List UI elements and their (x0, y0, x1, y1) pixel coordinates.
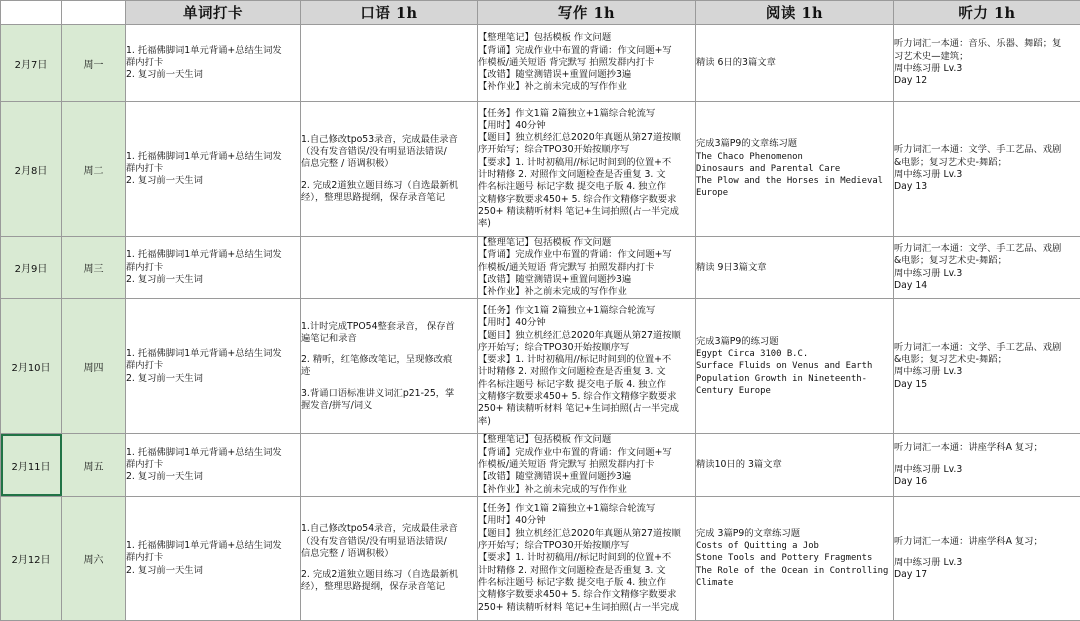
cell-text-line: 2. 完成2道独立题目练习（自选最新机 (301, 180, 477, 192)
writing-cell[interactable] (478, 434, 696, 496)
cell-text-line: 听力词汇一本通：讲座学科A 复习； (894, 442, 1080, 454)
cell-text-line (301, 171, 477, 180)
cell-text-line: 计时精修 2. 对照作文问题检查是否重复 3. 文 (478, 169, 695, 181)
cell-text-line: 1. 托福佛脚词1单元背诵+总结生词发 (126, 151, 300, 163)
cell-text-line: 【要求】1. 计时初稿用//标记时间到的位置+不 (478, 552, 695, 564)
reading-cell[interactable] (696, 434, 894, 496)
cell-text-line: 文精修字数要求450+ 5. 综合作文精修字数要求 (478, 194, 695, 206)
cell-text-line: 2. 复习前一天生词 (126, 69, 300, 81)
cell-text-line: 1. 托福佛脚词1单元背诵+总结生词发 (126, 45, 300, 57)
cell-text-line: 计时精修 2. 对照作文问题检查是否重复 3. 文 (478, 565, 695, 577)
cell-text-line: 【背诵】完成作业中布置的背诵：作文问题+写 (478, 45, 695, 57)
weekday-cell[interactable]: 周六 (62, 496, 126, 620)
cell-text-line: 1. 托福佛脚词1单元背诵+总结生词发 (126, 348, 300, 360)
table-row (1, 496, 1080, 620)
cell-text-line: 【用时】40分钟 (478, 120, 695, 132)
cell-text-line (301, 345, 477, 354)
cell-text-line: 【要求】1. 计时初稿用//标记时间到的位置+不 (478, 354, 695, 366)
cell-text-line: The Chaco Phenomenon (696, 151, 893, 163)
cell-text-line: 2. 复习前一天生词 (126, 565, 300, 577)
writing-cell[interactable] (478, 25, 696, 102)
cell-text-line: 握发音/拼写/词义 (301, 400, 477, 412)
cell-text-line: 周中练习册 Lv.3 (894, 268, 1080, 280)
date-cell[interactable]: 2月10日 (1, 299, 62, 434)
table-row (1, 434, 1080, 496)
table-row (1, 25, 1080, 102)
cell-text-line: 【改错】随堂测错误+重置问题抄3遍 (478, 69, 695, 81)
weekday-cell[interactable]: 周四 (62, 299, 126, 434)
cell-text-line: &电影；复习艺术史-舞蹈； (894, 157, 1080, 169)
cell-text-line: 【背诵】完成作业中布置的背诵：作文问题+写 (478, 249, 695, 261)
reading-cell[interactable] (696, 25, 894, 102)
cell-text-line (301, 379, 477, 388)
weekday-cell[interactable]: 周二 (62, 102, 126, 237)
weekday-cell[interactable]: 周五 (62, 434, 126, 496)
cell-text-line: 经），整理思路提纲，保存录音笔记 (301, 581, 477, 593)
cell-text-line: 【补作业】补之前未完成的写作作业 (478, 286, 695, 298)
cell-text-line: Day 16 (894, 476, 1080, 488)
cell-text-line: 1.自己修改tpo53录音，完成最佳录音 (301, 134, 477, 146)
writing-cell[interactable] (478, 496, 696, 620)
cell-text-line: （没有发音错误/没有明显语法错误/ (301, 536, 477, 548)
cell-text-line: 1.计时完成TPO54整套录音， 保存首 (301, 321, 477, 333)
cell-text-line: 2. 复习前一天生词 (126, 274, 300, 286)
vocab-cell[interactable] (126, 102, 301, 237)
cell-text-line: 率) (478, 218, 695, 230)
cell-text-line: 周中练习册 Lv.3 (894, 366, 1080, 378)
cell-text-line: 【用时】40分钟 (478, 317, 695, 329)
cell-text-line: 【补作业】补之前未完成的写作作业 (478, 81, 695, 93)
cell-text-line: 文精修字数要求450+ 5. 综合作文精修字数要求 (478, 391, 695, 403)
cell-text-line: 2. 完成2道独立题目练习（自选最新机 (301, 569, 477, 581)
cell-text-line: 250+ 精读精听材料 笔记+生词拍照(占一半完成 (478, 403, 695, 415)
cell-text-line: 群内打卡 (126, 262, 300, 274)
reading-cell[interactable] (696, 299, 894, 434)
vocab-cell[interactable] (126, 237, 301, 299)
reading-cell[interactable] (696, 237, 894, 299)
cell-text-line: 听力词汇一本通：讲座学科A 复习； (894, 536, 1080, 548)
vocab-cell[interactable] (126, 299, 301, 434)
cell-text-line: 群内打卡 (126, 57, 300, 69)
cell-text-line: 群内打卡 (126, 360, 300, 372)
listening-cell[interactable] (894, 25, 1080, 102)
reading-cell[interactable] (696, 496, 894, 620)
date-cell[interactable]: 2月11日 (1, 434, 62, 496)
cell-text-line: &电影；复习艺术史-舞蹈； (894, 354, 1080, 366)
cell-text-line: Surface Fluids on Venus and Earth (696, 360, 893, 372)
cell-text-line: 【整理笔记】包括模板 作文问题 (478, 434, 695, 446)
reading-cell[interactable] (696, 102, 894, 237)
cell-text-line: 【整理笔记】包括模板 作文问题 (478, 32, 695, 44)
speaking-cell[interactable] (301, 299, 478, 434)
cell-text-line: The Plow and the Horses in Medieval (696, 175, 893, 187)
cell-text-line: The Role of the Ocean in Controlling (696, 565, 893, 577)
cell-text-line: 听力词汇一本通：文学、手工艺品、戏剧 (894, 342, 1080, 354)
cell-text-line: 序开始写；综合TPO30开始按顺序写 (478, 540, 695, 552)
cell-text-line: 周中练习册 Lv.3 (894, 63, 1080, 75)
cell-text-line: 精读 9日3篇文章 (696, 262, 893, 274)
cell-text-line: Day 12 (894, 75, 1080, 87)
speaking-cell[interactable] (301, 102, 478, 237)
header-vocab[interactable]: 单词打卡 (126, 1, 301, 25)
vocab-cell[interactable] (126, 25, 301, 102)
cell-text-line: 周中练习册 Lv.3 (894, 557, 1080, 569)
cell-text-line: 【用时】40分钟 (478, 515, 695, 527)
cell-text-line: 【题目】独立机经汇总2020年真题从第27道按顺 (478, 528, 695, 540)
cell-text-line: 2. 复习前一天生词 (126, 471, 300, 483)
cell-text-line: Stone Tools and Pottery Fragments (696, 552, 893, 564)
date-cell[interactable]: 2月7日 (1, 25, 62, 102)
listening-cell[interactable] (894, 237, 1080, 299)
cell-text-line: 遍笔记和录音 (301, 333, 477, 345)
weekday-cell[interactable]: 周一 (62, 25, 126, 102)
cell-text-line: 周中练习册 Lv.3 (894, 169, 1080, 181)
cell-text-line: 件名标注题号 标记字数 提交电子版 4. 独立作 (478, 577, 695, 589)
cell-text-line: 周中练习册 Lv.3 (894, 464, 1080, 476)
writing-cell[interactable] (478, 299, 696, 434)
cell-text-line: 【任务】作文1篇 2篇独立+1篇综合轮流写 (478, 305, 695, 317)
date-cell[interactable]: 2月9日 (1, 237, 62, 299)
cell-text-line: 作模板/通关短语 背完默写 拍照发群内打卡 (478, 262, 695, 274)
table-row (1, 102, 1080, 237)
cell-text-line: Dinosaurs and Parental Care (696, 163, 893, 175)
cell-text-line: 250+ 精读精听材料 笔记+生词拍照(占一半完成 (478, 206, 695, 218)
cell-text-line: Day 14 (894, 280, 1080, 292)
listening-cell[interactable] (894, 496, 1080, 620)
speaking-cell[interactable] (301, 496, 478, 620)
cell-text-line: 1. 托福佛脚词1单元背诵+总结生词发 (126, 447, 300, 459)
cell-text-line: Climate (696, 577, 893, 589)
cell-text-line: 作模板/通关短语 背完默写 拍照发群内打卡 (478, 57, 695, 69)
cell-text-line: 率) (478, 416, 695, 428)
cell-text-line: 作模板/通关短语 背完默写 拍照发群内打卡 (478, 459, 695, 471)
cell-text-line: 3.背诵口语标准讲义词汇p21-25，掌 (301, 388, 477, 400)
table-row (1, 299, 1080, 434)
cell-text-line: 完成3篇P9的练习题 (696, 336, 893, 348)
cell-text-line: 【题目】独立机经汇总2020年真题从第27道按顺 (478, 132, 695, 144)
cell-text-line: 2. 复习前一天生词 (126, 373, 300, 385)
cell-text-line: 群内打卡 (126, 552, 300, 564)
cell-text-line: Costs of Quitting a Job (696, 540, 893, 552)
writing-cell[interactable] (478, 102, 696, 237)
cell-text-line: 250+ 精读精听材料 笔记+生词拍照(占一半完成 (478, 602, 695, 614)
header-date-cell[interactable] (1, 1, 62, 25)
cell-text-line: 【背诵】完成作业中布置的背诵：作文问题+写 (478, 447, 695, 459)
cell-text-line: 完成 3篇P9的文章练习题 (696, 528, 893, 540)
cell-text-line (894, 455, 1080, 464)
cell-text-line: Day 13 (894, 181, 1080, 193)
speaking-cell[interactable] (301, 237, 478, 299)
cell-text-line: 【补作业】补之前未完成的写作作业 (478, 484, 695, 496)
cell-text-line: 信息完整 / 语调积极） (301, 548, 477, 560)
vocab-cell[interactable] (126, 496, 301, 620)
speaking-cell[interactable] (301, 434, 478, 496)
cell-text-line: &电影；复习艺术史-舞蹈； (894, 255, 1080, 267)
cell-text-line: 习艺术史—建筑； (894, 51, 1080, 63)
header-reading[interactable]: 阅读 1h (696, 1, 894, 25)
table-row (1, 237, 1080, 299)
weekday-cell[interactable]: 周三 (62, 237, 126, 299)
cell-text-line: 信息完整 / 语调积极） (301, 158, 477, 170)
date-cell[interactable]: 2月12日 (1, 496, 62, 620)
cell-text-line: 精读10日的 3篇文章 (696, 459, 893, 471)
cell-text-line: Day 15 (894, 379, 1080, 391)
cell-text-line: 【题目】独立机经汇总2020年真题从第27道按顺 (478, 330, 695, 342)
cell-text-line: Europe (696, 187, 893, 199)
cell-text-line: 完成3篇P9的文章练习题 (696, 138, 893, 150)
cell-text-line (894, 548, 1080, 557)
cell-text-line: 经），整理思路提纲，保存录音笔记 (301, 192, 477, 204)
listening-cell[interactable] (894, 102, 1080, 237)
date-cell[interactable]: 2月8日 (1, 102, 62, 237)
cell-text-line: 【改错】随堂测错误+重置问题抄3遍 (478, 471, 695, 483)
cell-text-line: 听力词汇一本通：音乐、乐器、舞蹈；复 (894, 38, 1080, 50)
cell-text-line: 1. 托福佛脚词1单元背诵+总结生词发 (126, 540, 300, 552)
cell-text-line: Day 17 (894, 569, 1080, 581)
header-writing[interactable]: 写作 1h (478, 1, 696, 25)
cell-text-line: 【要求】1. 计时初稿用//标记时间到的位置+不 (478, 157, 695, 169)
header-listening[interactable]: 听力 1h (894, 1, 1080, 25)
cell-text-line: 群内打卡 (126, 459, 300, 471)
cell-text-line: （没有发音错误/没有明显语法错误/ (301, 146, 477, 158)
vocab-cell[interactable] (126, 434, 301, 496)
cell-text-line: 迹 (301, 366, 477, 378)
cell-text-line (301, 560, 477, 569)
cell-text-line: 文精修字数要求450+ 5. 综合作文精修字数要求 (478, 589, 695, 601)
header-row (1, 1, 1080, 25)
cell-text-line: 听力词汇一本通：文学、手工艺品、戏剧 (894, 144, 1080, 156)
cell-text-line: 2. 复习前一天生词 (126, 175, 300, 187)
listening-cell[interactable] (894, 434, 1080, 496)
cell-text-line: 听力词汇一本通：文学、手工艺品、戏剧 (894, 243, 1080, 255)
cell-text-line: 件名标注题号 标记字数 提交电子版 4. 独立作 (478, 379, 695, 391)
header-speaking[interactable]: 口语 1h (301, 1, 478, 25)
header-weekday-cell[interactable] (62, 1, 126, 25)
writing-cell[interactable] (478, 237, 696, 299)
cell-text-line: 序开始写；综合TPO30开始按顺序写 (478, 144, 695, 156)
cell-text-line: 2. 精听，红笔修改笔记，呈现修改痕 (301, 354, 477, 366)
cell-text-line: 1. 托福佛脚词1单元背诵+总结生词发 (126, 249, 300, 261)
cell-text-line: 群内打卡 (126, 163, 300, 175)
cell-text-line: 件名标注题号 标记字数 提交电子版 4. 独立作 (478, 181, 695, 193)
cell-text-line: 序开始写；综合TPO30开始按顺序写 (478, 342, 695, 354)
cell-text-line: Century Europe (696, 385, 893, 397)
listening-cell[interactable] (894, 299, 1080, 434)
cell-text-line: 计时精修 2. 对照作文问题检查是否重复 3. 文 (478, 366, 695, 378)
cell-text-line: 【改错】随堂测错误+重置问题抄3遍 (478, 274, 695, 286)
cell-text-line: 【任务】作文1篇 2篇独立+1篇综合轮流写 (478, 503, 695, 515)
speaking-cell[interactable] (301, 25, 478, 102)
cell-text-line: Population Growth in Nineteenth- (696, 373, 893, 385)
cell-text-line: 1.自己修改tpo54录音，完成最佳录音 (301, 523, 477, 535)
cell-text-line: Egypt Circa 3100 B.C. (696, 348, 893, 360)
cell-text-line: 精读 6日的3篇文章 (696, 57, 893, 69)
cell-text-line: 【任务】作文1篇 2篇独立+1篇综合轮流写 (478, 108, 695, 120)
cell-text-line: 【整理笔记】包括模板 作文问题 (478, 237, 695, 249)
